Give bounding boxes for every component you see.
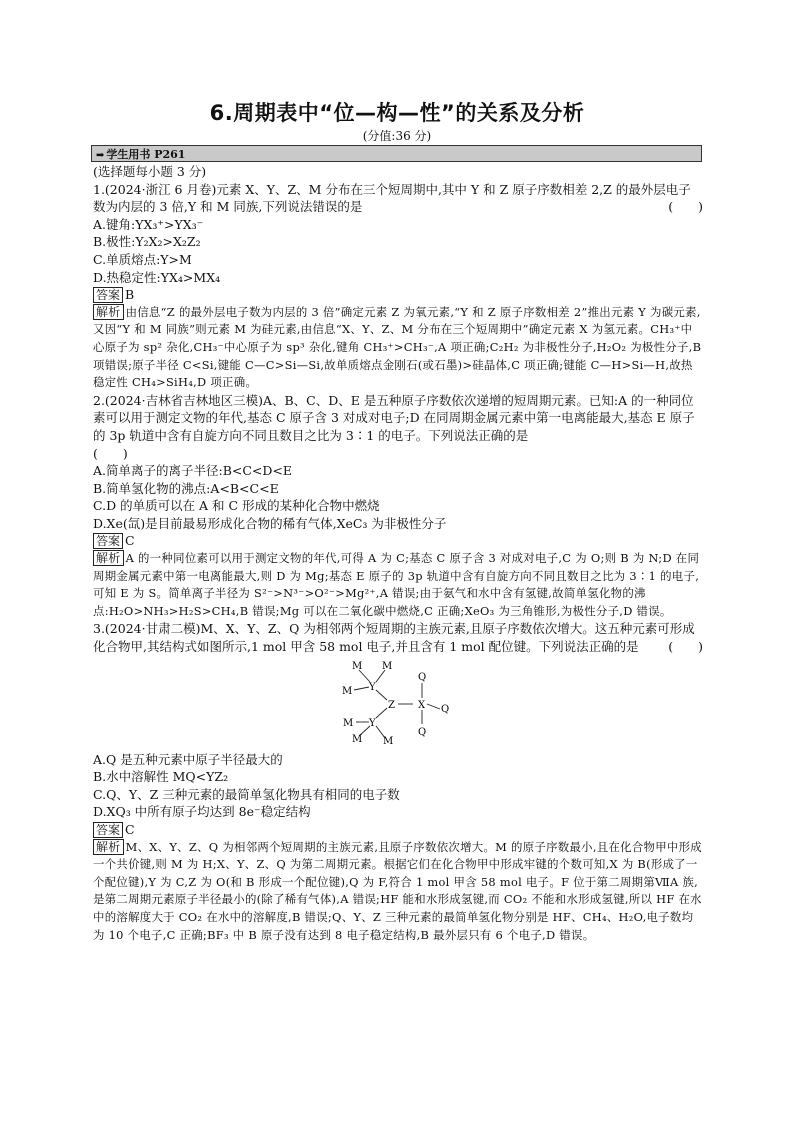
atom-y: Y: [369, 717, 376, 729]
content: [93, 163, 703, 944]
structure-diagram: [93, 656, 703, 751]
q1-answer: [93, 286, 703, 304]
arrow-icon: ➡: [96, 150, 105, 161]
atom-m: M: [352, 660, 363, 672]
answer-tag: 答案: [93, 287, 123, 303]
answer-value: B: [125, 287, 135, 303]
score-note: (分值:36 分): [362, 129, 432, 143]
question-2-text: 2.(2024·吉林省吉林地区三模)A、B、C、D、E 是五种原子序数依次递增的短周期元素。已知:A 的一种同位素可以用于测定文物的年代,基态 C 原子含 3 对成对电子;D 在同周期金属元素中第一电离能最大,基态 E 原子的 3p 轨道中含有自旋方向不同且数目之比为 3∶1 的电子。下列说法正确的是: [93, 392, 695, 443]
explanation-tag: 解析: [93, 839, 124, 855]
q2-option-c: C.D 的单质可以在 A 和 C 形成的某种化合物中燃烧: [93, 498, 380, 514]
banner-text: 学生用书 P261: [106, 148, 186, 161]
explanation-tag: 解析: [93, 550, 124, 566]
q1-option-c: C.单质熔点:Y>M: [93, 251, 192, 267]
answer-tag: 答案: [93, 822, 123, 838]
explanation-text: 由信息“Z 的最外层电子数为内层的 3 倍”确定元素 Z 为氧元素,“Y 和 Z 原子序数相差 2”推出元素 Y 为碳元素,又因“Y 和 M 同族”则元素 M 为硅元素,由信息“X、Y、Z、M 分布在三个短周期中”确定元素 X 为氢元素。CH₃⁺中心原子为 sp² 杂化,CH₃⁻中心原子为 sp³ 杂化,键角 CH₃⁺>CH₃⁻,A 项正确;C₂H₂ 为非极性分子,H₂O₂ 为极性分子,B 项错误;原子半径 C<Si,键能 C—C>Si—Si,故单质熔点金刚石(或石墨)>硅晶体,C 项正确;键能 C—H>Si—H,故热稳定性 CH₄>SiH₄,D 项正确。: [93, 304, 702, 390]
question-3-stem: [93, 620, 703, 655]
answer-paren: ( ): [668, 639, 703, 655]
atom-m: M: [383, 735, 394, 747]
q3-option-b: B.水中溶解性 MQ<YZ₂: [93, 769, 229, 785]
page-title: 6.周期表中“位—构—性”的关系及分析: [209, 101, 585, 125]
atom-y: Y: [369, 681, 376, 693]
answer-tag: 答案: [93, 533, 123, 549]
atom-z: Z: [388, 699, 395, 711]
atom-m: M: [352, 733, 363, 745]
atom-q: Q: [441, 703, 450, 715]
q2-option-a: A.简单离子的离子半径:B<C<D<E: [93, 463, 293, 479]
answer-paren: ( ): [668, 199, 703, 215]
q3-answer: [93, 821, 703, 839]
q1-option-a: A.键角:YX₃⁺>YX₃⁻: [93, 216, 204, 232]
question-1-stem: [93, 181, 703, 216]
q3-explanation: [93, 839, 703, 945]
q3-option-c: C.Q、Y、Z 三种元素的最简单氢化物具有相同的电子数: [93, 786, 400, 802]
explanation-tag: 解析: [93, 304, 124, 320]
q3-option-d: D.XQ₃ 中所有原子均达到 8e⁻稳定结构: [93, 804, 311, 820]
explanation-text: M、X、Y、Z、Q 为相邻两个短周期的主族元素,且原子序数依次增大。M 的原子序数最小,且在化合物甲中形成一个共价键,则 M 为 H;X、Y、Z、Q 为第二周期元素。根据它们在化合物甲中形成牢键的个数可知,X 为 B(形成了一个配位键),Y 为 C,Z 为 O(和 B 形成一个配位键),Q 为 F,符合 1 mol 甲含 58 mol 电子。F 位于第二周期第ⅦA 族,是第二周期元素原子半径最小的(除了稀有气体),A 错误;HF 能和水形成氢键,而 CO₂ 不能和水形成氢键,所以 HF 在水中的溶解度大于 CO₂ 在水中的溶解度,B 错误;Q、Y、Z 三种元素的最简单氢化物分别是 HF、CH₄、H₂O,电子数均为 10 个电子,C 正确;BF₃ 中 B 原子没有达到 8 电子稳定结构,B 最外层只有 6 个电子,D 错误。: [93, 839, 702, 942]
question-1-text: 1.(2024·浙江 6 月卷)元素 X、Y、Z、M 分布在三个短周期中,其中 Y 和 Z 原子序数相差 2,Z 的最外层电子数为内层的 3 倍,Y 和 M 同族,下列说法错误的是: [93, 181, 691, 215]
question-3-text: 3.(2024·甘肃二模)M、X、Y、Z、Q 为相邻两个短周期的主族元素,且原子序数依次增大。这五种元素可形成化合物甲,其结构式如图所示,1 mol 甲含 58 mol 电子,并且含有 1 mol 配位键。下列说法正确的是: [93, 621, 695, 655]
structural-formula: [338, 656, 458, 748]
q1-option-b: B.极性:Y₂X₂>X₂Z₂: [93, 234, 201, 250]
atom-m: M: [382, 660, 393, 672]
answer-value: C: [125, 533, 135, 549]
atom-m: M: [342, 685, 353, 697]
student-book-banner: [91, 145, 702, 162]
q1-option-d: D.热稳定性:YX₄>MX₄: [93, 269, 221, 285]
q1-explanation: [93, 304, 703, 392]
intro-note: (选择题每小题 3 分): [93, 164, 207, 179]
atom-q: Q: [418, 726, 427, 738]
answer-paren-line: ( ): [93, 445, 128, 461]
question-2-stem: [93, 392, 703, 445]
atom-x: X: [418, 699, 426, 711]
q2-explanation: [93, 550, 703, 620]
explanation-text: A 的一种同位素可以用于测定文物的年代,可得 A 为 C;基态 C 原子含 3 对成对电子,C 为 O;则 B 为 N;D 在同周期金属元素中第一电离能最大,则 D 为 Mg;基态 E 原子的 3p 轨道中含有自旋方向不同且数目之比为 3∶1 的电子,可知 E 为 S。简单离子半径为 S²⁻>N³⁻>O²⁻>Mg²⁺,A 错误;由于氨气和水中含有氢键,故简单氢化物的沸点:H₂O>NH₃>H₂S>CH₄,B 错误;Mg 可以在二氧化碳中燃烧,C 正确;XeO₃ 为三角锥形,为极性分子,D 错误。: [93, 551, 700, 618]
q3-option-a: A.Q 是五种元素中原子半径最大的: [93, 751, 283, 767]
q2-option-d: D.Xe(氙)是目前最易形成化合物的稀有气体,XeC₃ 为非极性分子: [93, 515, 447, 531]
answer-value: C: [125, 822, 135, 837]
q2-option-b: B.简单氢化物的沸点:A<B<C<E: [93, 480, 279, 496]
atom-q: Q: [418, 671, 427, 683]
q2-answer: [93, 532, 703, 550]
atom-m: M: [343, 717, 354, 729]
